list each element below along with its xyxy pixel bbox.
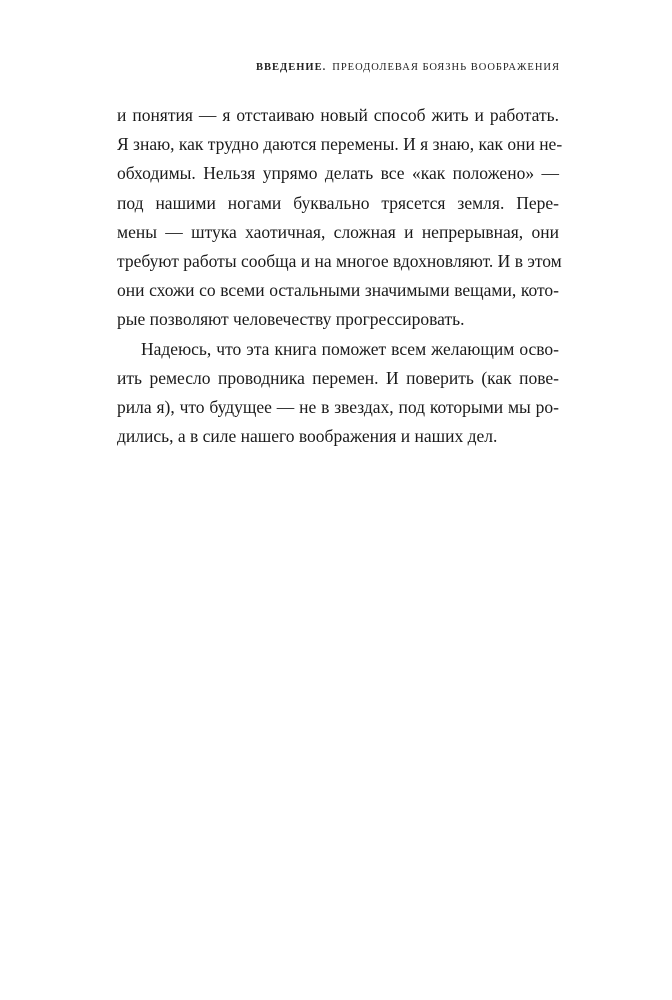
running-head-chapter: ВВЕДЕНИЕ. [256, 62, 327, 73]
text-line: мены — штука хаотичная, сложная и непрерывная, они [117, 221, 559, 242]
running-head [256, 62, 560, 73]
text-line: рила я), что будущее — не в звездах, под которыми мы ро- [117, 397, 559, 418]
text-line: под нашими ногами буквально трясется земля. Пере- [117, 192, 559, 213]
text-line: обходимы. Нельзя упрямо делать все «как положено» — [117, 163, 559, 184]
text-line: они схожи со всеми остальными значимыми вещами, кото- [117, 280, 559, 301]
text-line: Надеюсь, что эта книга поможет всем желающим осво- [141, 338, 559, 359]
text-line: и понятия — я отстаиваю новый способ жить и работать. [117, 105, 559, 125]
text-line: дились, а в силе нашего воображения и наших дел. [117, 426, 498, 447]
body-text [117, 101, 563, 451]
running-head-title: ПРЕОДОЛЕВАЯ БОЯЗНЬ ВООБРАЖЕНИЯ [332, 62, 560, 73]
text-line: Я знаю, как трудно даются перемены. И я знаю, как они не- [117, 134, 563, 155]
paragraph [117, 335, 559, 452]
text-line: ить ремесло проводника перемен. И поверить (как пове- [117, 367, 559, 388]
text-line: рые позволяют человечеству прогрессировать. [117, 309, 465, 330]
text-line: требуют работы сообща и на многое вдохновляют. И в этом [117, 251, 562, 272]
paragraph [117, 101, 563, 335]
